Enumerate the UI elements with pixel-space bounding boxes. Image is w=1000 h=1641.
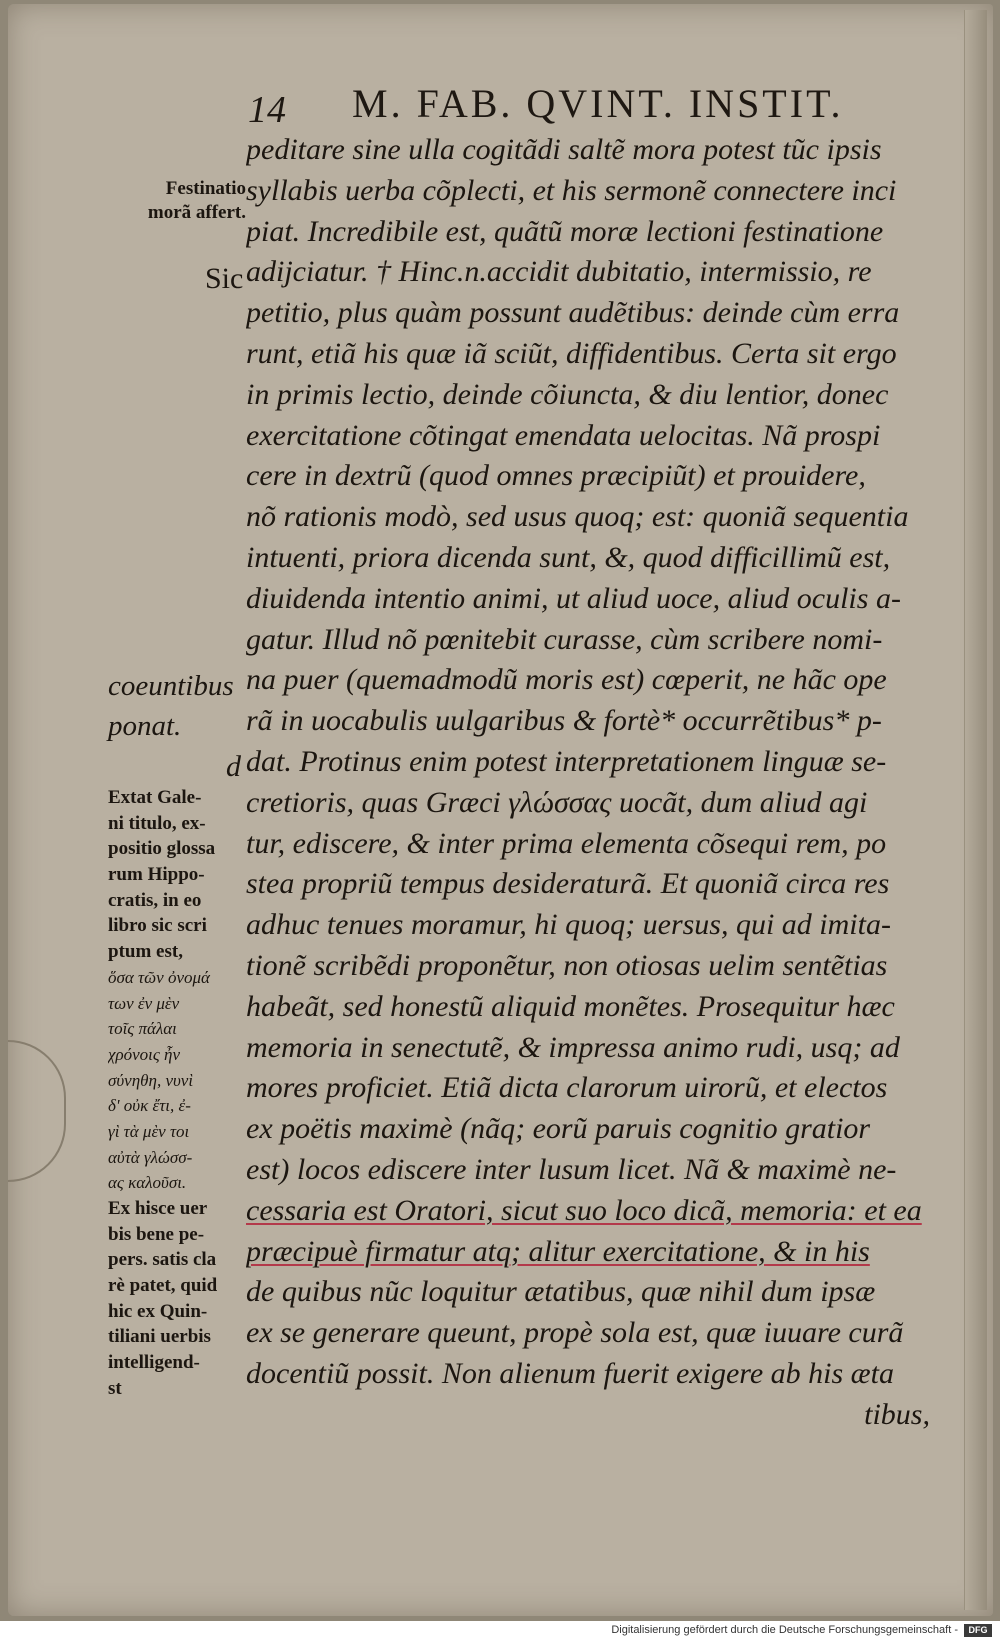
- marginal-line-greek: δ' οὐκ ἔτι, ἐ-: [108, 1096, 191, 1116]
- marginal-line: st: [108, 1377, 122, 1399]
- marginal-line: Festinatio: [165, 178, 246, 199]
- body-line: intuenti, priora dicenda sunt, &, quod difficillimũ est,: [246, 540, 891, 574]
- marginal-note-galen: [108, 785, 248, 1402]
- catchword: tibus,: [864, 1397, 930, 1431]
- body-line: mores proficiet. Etiã dicta clarorum uirorũ, et electos: [246, 1071, 888, 1105]
- body-text: [246, 130, 936, 1436]
- body-line: rã in uocabulis uulgaribus & fortè* occurrẽtibus* p-: [246, 704, 882, 738]
- body-line: tionẽ scribẽdi proponẽtur, non otiosas uelim sentẽtias: [246, 948, 888, 982]
- marginal-line-greek: αὐτὰ γλώσσ-: [108, 1147, 193, 1167]
- page-edge: [964, 10, 987, 1610]
- body-line: est) locos ediscere inter lusum licet. Nã & maximè ne-: [246, 1152, 897, 1186]
- footer-credit: Digitalisierung gefördert durch die Deutsche Forschungsgemeinschaft -: [611, 1624, 958, 1636]
- body-line: cretioris, quas Græci γλώσσας uocãt, dum aliud agi: [246, 785, 868, 819]
- body-line: runt, etiã his quæ iã sciũt, diffidentibus. Certa sit ergo: [246, 336, 897, 370]
- marginal-line-greek: τοῖς πάλαι: [108, 1019, 177, 1039]
- marginal-line: ptum est,: [108, 941, 183, 963]
- body-line: de quibus nũc loquitur ætatibus, quæ nihil dum ipsæ: [246, 1275, 876, 1309]
- running-head: [0, 80, 1000, 130]
- marginal-line: ponat.: [108, 710, 182, 742]
- marginal-line: ni titulo, ex-: [108, 812, 206, 834]
- marginal-note-d: d: [226, 750, 241, 783]
- body-line: gatur. Illud nõ pœnitebit curasse, cùm scribere nomi-: [246, 622, 883, 656]
- marginal-line-greek: ας καλοῦσι.: [108, 1173, 187, 1193]
- marginal-line: pers. satis cla: [108, 1249, 217, 1271]
- marginal-line: Ex hisce uer: [108, 1198, 208, 1219]
- binding-clip-mark: [8, 1040, 66, 1182]
- marginal-line: coeuntibus: [108, 670, 234, 702]
- body-line: ex poëtis maximè (nãq; eorũ paruis cognitio gratior: [246, 1112, 871, 1146]
- body-line: syllabis uerba cõplecti, et his sermonẽ connectere inci: [246, 173, 897, 207]
- marginal-note-coeuntibus: [108, 666, 234, 746]
- body-line: diuidenda intentio animi, ut aliud uoce, aliud oculis a-: [246, 581, 901, 615]
- running-title: M. FAB. QVINT. INSTIT.: [352, 81, 844, 126]
- body-line-underlined: cessaria est Oratori, sicut suo loco dicã, memoria: et ea: [246, 1193, 922, 1227]
- body-line: peditare sine ulla cogitãdi saltẽ mora potest tũc ipsis: [246, 133, 882, 166]
- body-line: piat. Incredibile est, quãtũ moræ lectioni festinatione: [246, 214, 884, 248]
- body-line: petitio, plus quàm possunt audẽtibus: deinde cùm erra: [246, 296, 900, 330]
- marginal-line: hic ex Quin-: [108, 1300, 208, 1322]
- body-line: in primis lectio, deinde cõiuncta, & diu lentior, donec: [246, 377, 889, 411]
- body-line: exercitatione cõtingat emendata uelocitas. Nã prospi: [246, 418, 881, 452]
- marginal-line: cratis, in eo: [108, 889, 202, 911]
- marginal-line: morã affert.: [147, 202, 246, 223]
- digitization-footer: [0, 1621, 1000, 1641]
- marginal-line: tiliani uerbis: [108, 1326, 211, 1348]
- marginal-line-greek: χρόνοις ἦν: [108, 1044, 181, 1064]
- marginal-note-festinatio: [122, 177, 246, 225]
- marginal-line: rè patet, quid: [108, 1275, 218, 1297]
- marginal-line: bis bene pe-: [108, 1223, 205, 1245]
- marginal-line-greek: γὶ τὰ μὲν τοι: [108, 1121, 190, 1141]
- body-line: habeãt, sed honestũ aliquid monẽtes. Prosequitur hæc: [246, 989, 895, 1023]
- body-line-underlined: præcipuè firmatur atq; alitur exercitatione, & in his: [246, 1234, 870, 1268]
- marginal-line-greek: ὅσα τῶν ὀνομά: [108, 967, 210, 987]
- marginal-note-sic: Sic: [205, 262, 244, 295]
- body-line: adhuc tenues moramur, hi quoq; uersus, qui ad imita-: [246, 908, 891, 942]
- marginal-line: Extat Gale-: [108, 787, 202, 808]
- body-line: nõ rationis modò, sed usus quoq; est: quoniã sequentia: [246, 500, 909, 534]
- dfg-logo: DFG: [964, 1624, 992, 1637]
- body-line: memoria in senectutẽ, & impressa animo rudi, usq; ad: [246, 1030, 900, 1064]
- body-line: adijciatur. † Hinc.n.accidit dubitatio, intermissio, re: [246, 255, 872, 289]
- marginal-line-greek: των ἐν μὲν: [108, 993, 180, 1013]
- body-line: na puer (quemadmodũ moris est) cœperit, ne hãc ope: [246, 663, 887, 697]
- body-line: tur, ediscere, & inter prima elementa cõsequi rem, po: [246, 826, 887, 860]
- body-line: stea propriũ tempus desideraturã. Et quoniã circa res: [246, 867, 890, 901]
- body-line: docentiũ possit. Non alienum fuerit exigere ab his æta: [246, 1356, 894, 1390]
- marginal-line: libro sic scri: [108, 915, 207, 937]
- marginal-line: intelligend-: [108, 1352, 200, 1374]
- marginal-line: positio glossa: [108, 838, 216, 860]
- marginal-line: rum Hippo-: [108, 864, 205, 886]
- page-number: 14: [248, 89, 286, 131]
- body-line: dat. Protinus enim potest interpretationem linguæ se-: [246, 744, 887, 778]
- body-line: cere in dextrũ (quod omnes præcipiũt) et prouidere,: [246, 459, 866, 493]
- marginal-line-greek: σύνηθη, νυνὶ: [108, 1070, 194, 1090]
- body-line: ex se generare queunt, propè sola est, quæ iuuare curã: [246, 1316, 904, 1350]
